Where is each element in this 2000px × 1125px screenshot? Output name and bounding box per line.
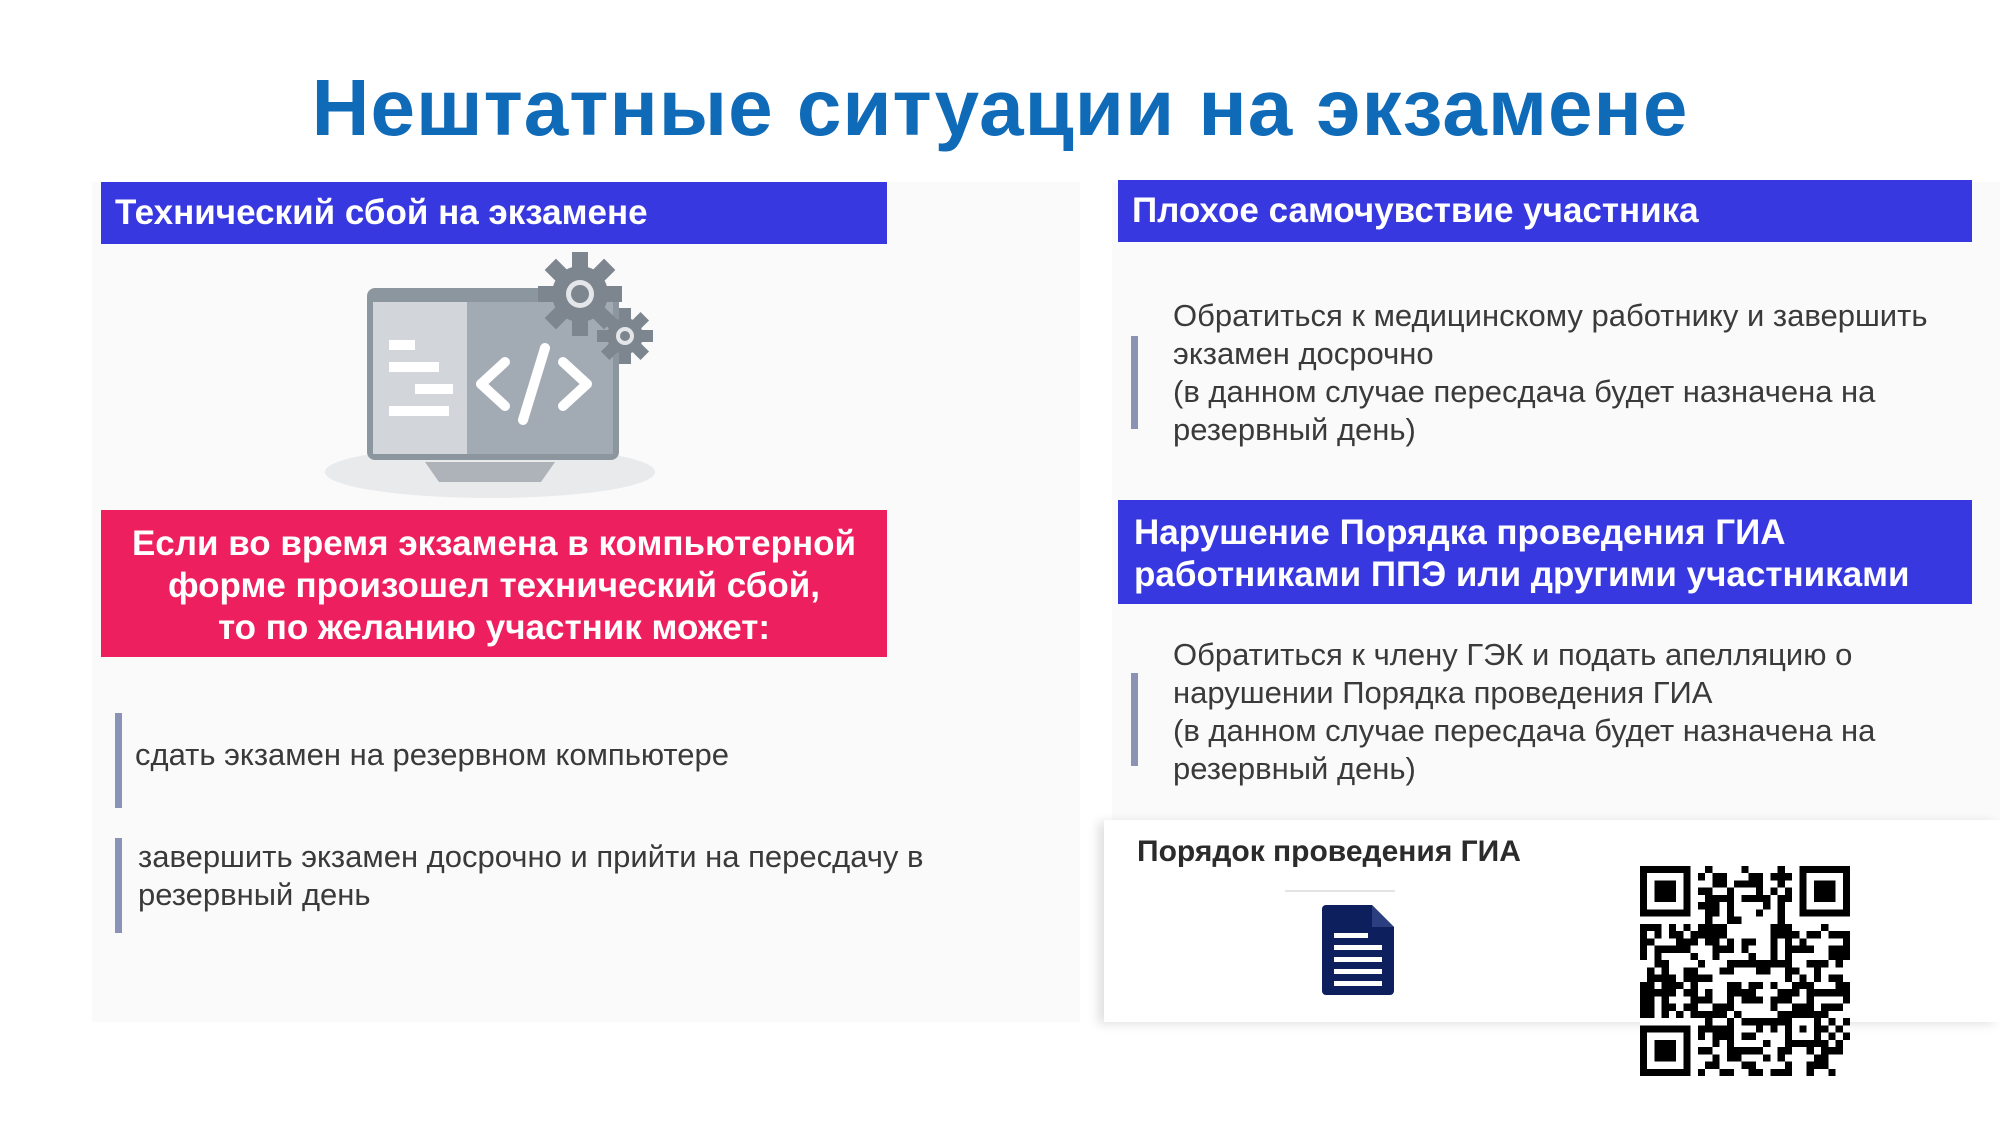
qr-code-icon[interactable] [1640,866,1850,1076]
divider [1285,890,1395,892]
document-icon[interactable] [1322,905,1394,995]
header-line: работниками ППЭ или другими участниками [1134,555,1910,594]
text-line: резервный день) [1173,412,1416,447]
accent-line [1131,336,1138,429]
text-line: резервный день) [1173,751,1416,786]
text-line: нарушении Порядка проведения ГИА [1173,675,1713,710]
accent-line [115,838,122,933]
health-header: Плохое самочувствие участника [1118,180,1972,242]
accent-line [115,713,122,808]
alert-box [101,510,887,657]
text-line: (в данном случае пересдача будет назначена на [1173,713,1876,748]
gia-label: Порядок проведения ГИА [1137,835,1521,868]
option-text: завершить экзамен досрочно и прийти на пересдачу в [138,839,924,874]
option-item [135,736,729,774]
text-line: (в данном случае пересдача будет назначена на [1173,374,1876,409]
text-line: экзамен досрочно [1173,336,1434,371]
violation-text [1173,636,1875,788]
text-line: Обратиться к члену ГЭК и подать апелляцию о [1173,637,1853,672]
laptop-code-gears-icon [325,250,665,500]
health-text [1173,297,1927,449]
text-line: Обратиться к медицинскому работнику и завершить [1173,298,1928,333]
option-text: резервный день [138,877,371,912]
page-title: Нештатные ситуации на экзамене [311,63,1689,152]
option-text: сдать экзамен на резервном компьютере [135,737,729,772]
accent-line [1131,673,1138,766]
tech-failure-header: Технический сбой на экзамене [101,182,887,244]
alert-line: Если во время экзамена в компьютерной [131,524,857,563]
option-item [138,838,924,914]
header-line: Нарушение Порядка проведения ГИА [1134,513,1786,552]
alert-line: то по желанию участник может: [217,608,771,647]
violation-header [1118,500,1972,604]
alert-line: форме произошел технический сбой, [167,566,821,605]
